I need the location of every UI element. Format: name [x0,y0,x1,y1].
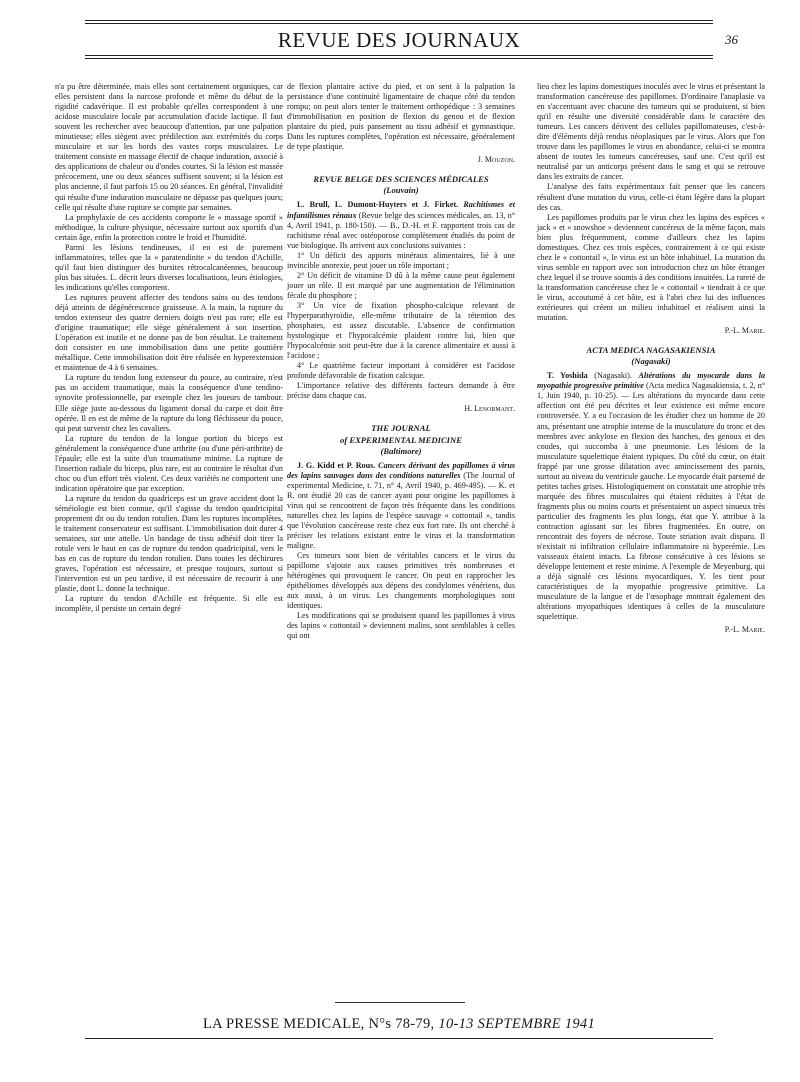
journal-section-city: (Nagasaki) [631,356,671,367]
paragraph: 1° Un déficit des apports minéraux alimentaires, lié à une invincible anorexie, peut jouer un rôle important ; [287,250,515,270]
paragraph: L'analyse des faits expérimentaux fait penser que les cancers résultent d'une mutation du virus, celle-ci étant légère dans la plupart des cas. [537,182,765,212]
paragraph: Les ruptures peuvent affecter des tendons sains ou des tendons déjà atteints de dégénérescence graisseuse. A la main, la rupture du tendon extenseur des quatre derniers doigts n'est pas rare; elle est d'origine traumatique; elle siège généralement à son insertion. L'opération est inutile et ne donne pas de bon résultat. Le traitement doit consister en une immobilisation dans une petite gouttière métallique. Cette immobilisation doit être réalisée en hyperextension et maintenue de 4 à 6 semaines. [55,292,283,373]
page-number: 36 [725,32,738,47]
journal-section-title-line2: of EXPERIMENTAL MEDICINE [340,434,462,445]
column-right [537,82,765,641]
author-signature: P.-L. Marie. [724,326,765,336]
article-abstract [287,461,515,551]
header-rule-top-double [85,23,713,24]
paragraph: 4° Le quatrième facteur important à considérer est l'acidose profonde défavorable de fixation calcique. [287,361,515,381]
footer-rule [85,1038,713,1039]
article-authors: L. Brull, L. Dumont-Huyters et J. Firket. [297,200,459,210]
paragraph: 2° Un déficit de vitamine D dû à la même cause peut également jouer un rôle. Il est marqué par une augmentation de l'élimination fécale du phosphore ; [287,270,515,300]
paragraph: de flexion plantaire active du pied, et on sent à la palpation la persistance d'une continuité ligamentaire de chaque côté du tendon rompu; on peut alors tenter le traitement orthopédique : 3 semaines d'immobilisation en position de flexion du genou et de flexion plantaire du pied, puis pansement au tissu adhésif et gymnastique. Dans les ruptures complètes, l'opération est nécessaire, généralement de type plastique. [287,82,515,152]
paragraph: lieu chez les lapins domestiques inoculés avec le virus et présentant la transformation cancéreuse des papillomes. D'ordinaire l'anaplasie va en s'accentuant avec chacune des tumeurs qui se produisent, si bien qu'il en résulte une diversité considérable dans le caractère des tumeurs. Les cancers dérivent des cellules papillomateuses, c'est-à-dire d'éléments déjà rendus néoplasiques par le virus. Alors que l'on trouve dans les papillomes le virus en abondance, celui-ci se montra absent de toutes les tumeurs cancéreuses, sauf une. C'est qu'il est neutralisé par un anticorps présent dans le sang et qui se retrouve dans les extraits de cancer. [537,82,765,182]
article-authors: T. Yoshida [547,371,588,381]
article-title: Rachitismes et infantilismes rénaux [287,200,516,220]
paragraph: Ces tumeurs sont bien de véritables cancers et le virus du papillome s'ajoute aux causes primitives très nombreuses et hétérogènes qui provoquent le cancer. On peut en rapprocher les épithéliomes développés aux dépens des condylomes vénériens, dus aux aussi, à un virus. Les changements morphologiques sont identiques. [287,551,515,611]
footer-date: 10-13 SEPTEMBRE 1941 [438,1016,596,1032]
paragraph: La rupture du tendon long extenseur du pouce, au contraire, n'est pas un accident traumatique, mais la conséquence d'une tendino-synovite professionnelle, par exemple chez les joueurs de tambour. Elle siège juste au-dessous du ligament dorsal du carpe et doit être opérée. Il en est de même de la rupture du long fléchisseur du pouce, qui peut survenir chez les cavaliers. [55,373,283,433]
journal-section-title: THE JOURNAL [371,423,431,434]
paragraph: La rupture du tendon d'Achille est fréquente. Si elle est incomplète, il persiste un certain degré [55,594,283,614]
header-rule-bottom-double [85,58,713,59]
running-title: REVUE DES JOURNAUX [277,28,521,52]
column-middle [287,82,515,641]
footer-journal: LA PRESSE MEDICALE, N°s 78-79, [202,1016,435,1032]
journal-section-city: (Louvain) [383,185,419,196]
footer-separator [335,1002,465,1003]
paragraph: L'importance relative des différents facteurs demande à être précise dans chaque cas. [287,381,515,401]
journal-section-title: ACTA MEDICA NAGASAKIENSIA [586,345,716,356]
paragraph: 3° Un vice de fixation phospho-calcique relevant de l'hyperparathyroïdie, elle-même tributaire de la rétention des phosphates, est assez discutable. L'absence de confirmation hystologique et l'hypocalcémie plaident contre lui, bien que l'hypocalcémie soit peut-être due à la carence alimentaire et aussi à l'acidose ; [287,300,515,361]
paragraph: Parmi les lésions tendineuses, il en est de purement inflammatoires, telles que la « paratendinite » du tendon d'Achille, qu'il faut bien distinguer des bursites rétrocalcanéennes, beaucoup plus bas situées. L. décrit leurs diverses localisations, leurs étiologies, les indications qu'elles comportent. [55,242,283,292]
article-reference: (The Journal of experimental Medicine, t. 71, n° 4, Avril 1940, p. 469-495). — K. et R. ont étudié 20 cas de cancer ayant pour origine les papillomes à virus qui se rencontrent de façon très fréquente dans les conditions naturelles chez les lapins de l'espèce sauvage « cottontail », tandis que l'évolution cancéreuse reste chez eux fort rare. Ils ont cherché à préciser les relations existant entre le virus et la transformation maligne. [287,470,515,550]
paragraph: La rupture du tendon de la longue portion du biceps est généralement la conséquence d'une arthrite (ou d'une péri-arthrite) de l'épaule; elle est la suite d'un traumatisme minime. La rupture de l'insertion radiale du biceps, plus rare, est au contraire le résultat d'un choc ou d'un effort très violent. Ces deux variétés ne comportent une indication opératoire que par exception. [55,433,283,493]
article-reference: (Revue belge des sciences médicales, an. 13, n° 4, Avril 1941, p. 180-150). — B., D.-H. et F. rapportent trois cas de rachitisme rénal avec ostéoporose complètement étudiés du point de vue biologique. Ils arrivent aux conclusions suivantes : [287,210,516,250]
article-title: Altérations du myocarde dans la myopathie progressive primitive [537,371,766,391]
author-signature: H. Lenormant. [464,404,515,414]
article-place: (Nagasaki). [594,371,632,381]
paragraph: n'a pu être déterminée, mais elles sont certainement organiques, car elles persistent dans la narcose profonde et même du début de la rigidité cadavérique. Il est probable qu'elles correspondent à une acidose musculaire locale par accumulation d'acide lactique. Il faut souvent les rechercher avec beaucoup d'attention, par une palpation minutieuse; elles siègent avec prédilection aux extrémités du corps musculaire et sur les bords des vastes corps musculaires. Le traitement consiste en massage électif de chaque induration, associé à des applications de chaleur ou d'ondes courtes. Si la lésion est massée précocement, une ou deux séances suffisent souvent; si la lésion est plus ancienne, il faut parfois 15 ou 20 séances. En général, l'invalidité qui résulte d'une induration musculaire ne dépasse pas quelques jours; celle qui résulte d'une rupture se compte par semaines. [55,82,283,212]
column-left [55,82,283,614]
header-rule-top [85,20,713,21]
paragraph: Les papillomes produits par le virus chez les lapins des espèces « jack » et « snowshoe » deviennent cancéreux de la même façon, mais bien plus fréquemment, comme d'ailleurs chez les lapins domestiques. Chez ces trois espèces, contrairement à ce qui existe chez le « cottontail », le virus est un hôte inhabituel. La mutation du virus semble en rapport avec son introduction chez un hôte étranger chez lequel il se trouve soumis à des conditions insuitées. La rareté de la transformation cancéreuse chez le « cottontail » tiendrait à ce que le virus, accoutumé à cet hôte, est à l'abri chez lui des influences extérieures qui créent un milieu inhabituel et réalisent ainsi la mutation. [537,212,765,323]
article-abstract [287,200,515,250]
paragraph: Les modifications qui se produisent quand les papillomes à virus des lapins « cottontail » deviennent malins, sont semblables à celles qui ont [287,611,515,641]
journal-section-title: REVUE BELGE DES SCIENCES MÉDICALES [313,174,489,185]
author-signature: J. Mouzon. [477,155,515,165]
header-rule-bottom [85,55,713,56]
article-authors: J. G. Kidd et P. Rous. [297,460,376,470]
author-signature: P.-L. Marie. [724,625,765,635]
journal-section-city: (Baltimore) [380,445,422,456]
article-title: Cancers dérivant des papillomes à virus des lapins sauvages dans des conditions naturelles [287,460,516,480]
article-abstract [537,371,765,622]
article-reference: (Acta medica Nagasakiensia, t. 2, n° 1, Juin 1940, p. 10-25). — Les altérations du myocarde dans cette affection ont été peu décrites et leur existence est même encore controversée. Y. a eu l'occasion de les étudier chez un homme de 20 ans, présentant une atrophie intense de la musculature du tronc et des membres avec ankylose en flexion des hanches, des genoux et des coudes, qui succomba à une pneumonie. Les lésions de la musculature squelettique étaient typiques. Du côté du cœur, on était frappé par une grosse dilatation avec amincissement des parois, surtout au niveau du ventricule gauche. Le myocarde était parsemé de petites taches grises. Histologiquement on constatait une atrophie très marquée des fibres musculaires qui étaient réduites à l'état de fragments plus ou moins courts et présentaient un aspect sinueux très particulier des fragments les plus longs, état que Y. attribue à la contraction agissant sur les fibres fragmentées. En outre, on rencontrait des foyers de nécrose. Toute striation avait disparu. Il n'existait ni infiltration cellulaire inflammatoire ni hyperémie. Les vaisseaux étaient intacts. La fibrose consécutive à ces lésions se développe lentement et reste minime. A l'exemple de Meyenburg, qui a déjà signalé ces lésions myocardiques, Y. les tient pour caractéristiques de la myopathie progressive primitive. La musculature de la langue et de l'œsophage montrait également des altérations myopathiques identiques à celles de la musculature squelettique. [537,381,766,622]
footer [85,1016,713,1033]
paragraph: La rupture du tendon du quadriceps est un grave accident dont la séméiologie est bien connue, qu'il s'agisse du tendon quadricipital proprement dit ou du tendon rotulien. Dans les ruptures incomplètes, le traitement conservateur est suffisant. L'immobilisation doit durer 4 semaines, sur une attelle. Un bandage de tissu adhésif doit tirer la rotule vers le haut en cas de rupture du tendon quadricipital, vers le bas en cas de rupture du tendon rotulien. Dans toutes les déchirures graves, l'opération est nécessaire, et presque toujours, surtout si l'intervention est un peu tardive, il est nécessaire de recourir à une plastie, dont L. donne la technique. [55,493,283,594]
paragraph: La prophylaxie de ces accidents comporte le « massage sportif » méthodique, la culture physique, nécessaire surtout aux sportifs d'un certain âge, enfin la protection contre le froid et l'humidité. [55,212,283,242]
